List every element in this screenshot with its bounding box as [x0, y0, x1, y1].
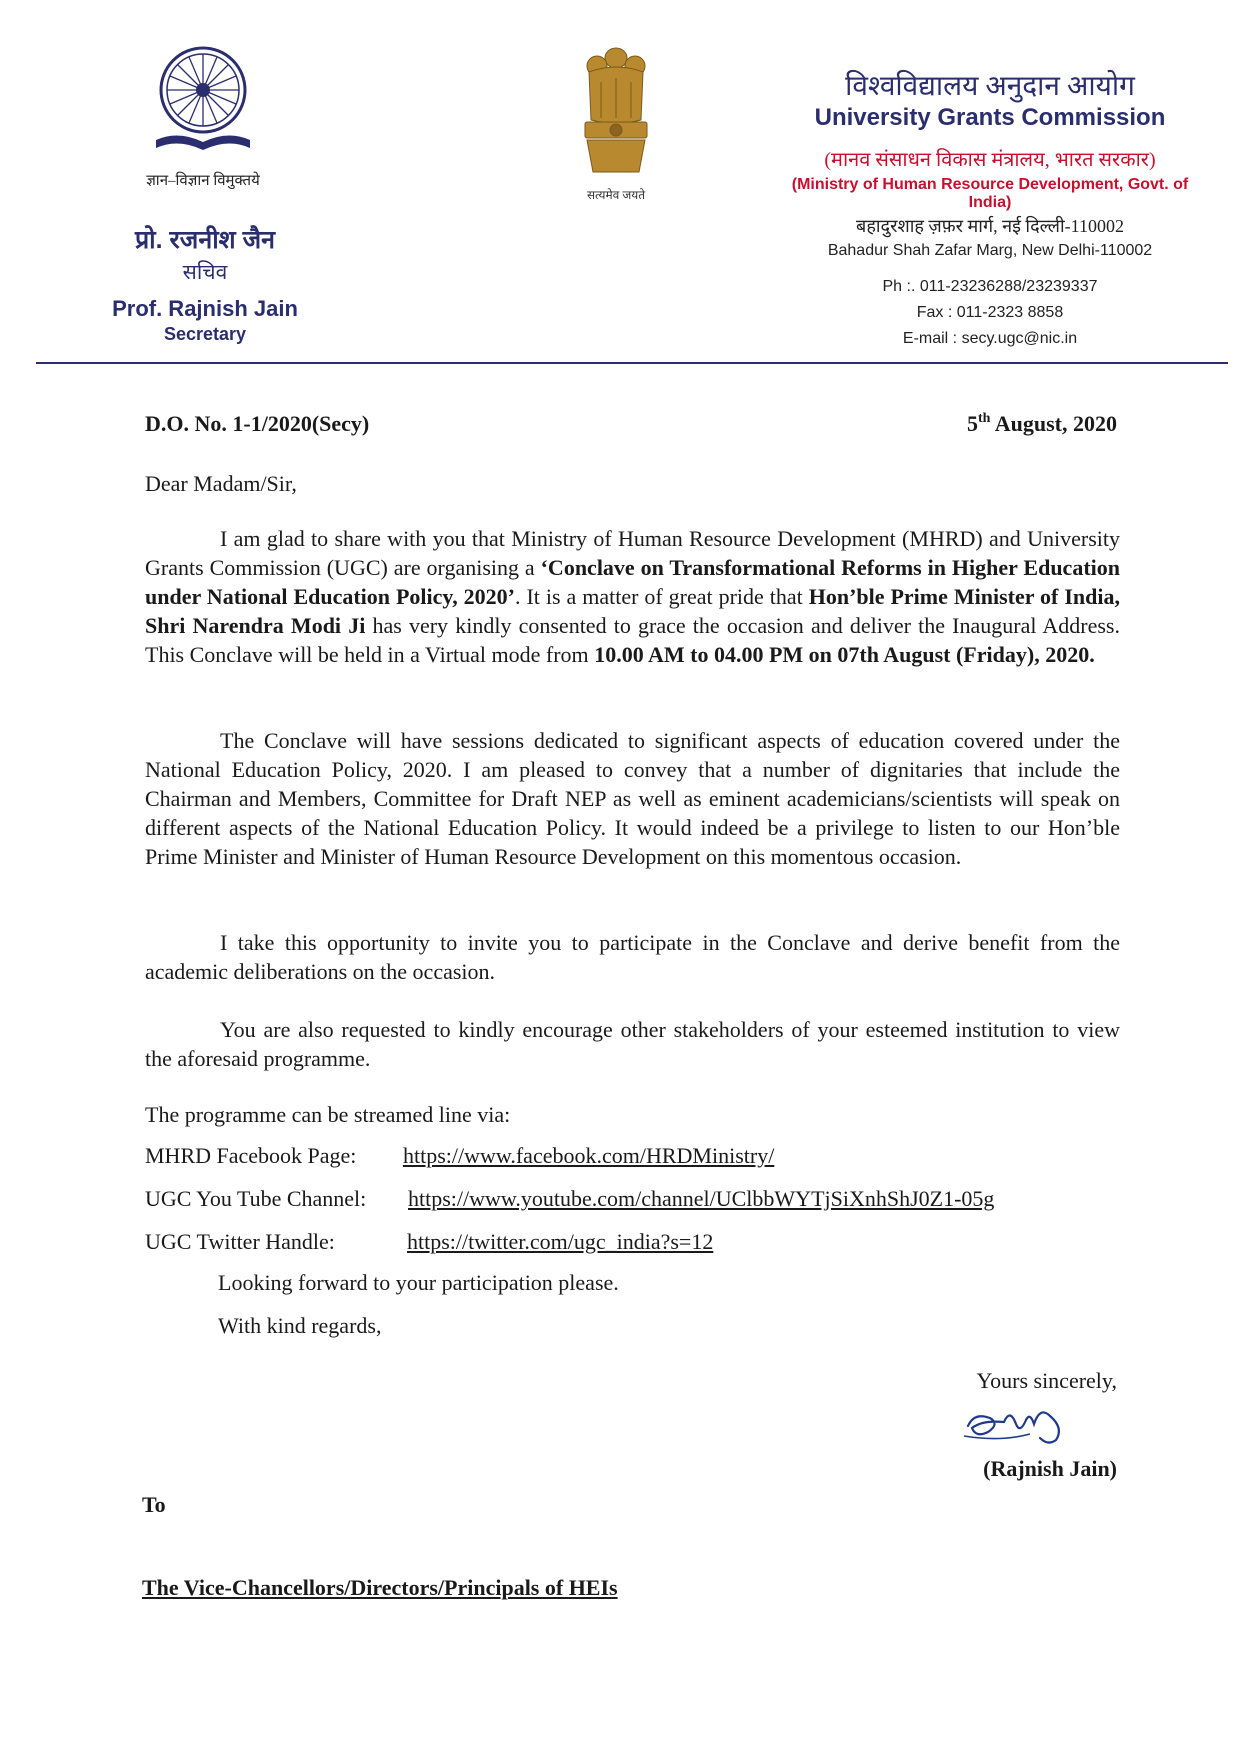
para1-text-1: I am glad to share with you that Ministry of Human Resource Development (MHRD) and University Grants Commission (UGC) are organising a	[145, 526, 1120, 580]
secretary-name: Prof. Rajnish Jain	[112, 296, 298, 321]
fax-number: Fax : 011-2323 8858	[916, 304, 1064, 321]
signer-name: (Rajnish Jain)	[983, 1456, 1117, 1481]
signature	[960, 1398, 1080, 1450]
to-label: To	[142, 1492, 166, 1517]
org-name-hindi: विश्वविद्यालय अनुदान आयोग	[845, 71, 1135, 102]
youtube-link[interactable]: https://www.youtube.com/channel/UClbbWYTjSiXnhShJ0Z1-05g	[408, 1186, 995, 1211]
closing: Yours sincerely,	[976, 1368, 1117, 1393]
looking-forward: Looking forward to your participation please.	[218, 1270, 619, 1295]
paragraph-1	[145, 524, 1120, 669]
facebook-link[interactable]: https://www.facebook.com/HRDMinistry/	[403, 1143, 775, 1168]
date-month-year: August, 2020	[990, 411, 1117, 436]
secretary-name-hindi: प्रो. रजनीश जैन	[134, 226, 276, 254]
date-day: 5	[967, 411, 978, 436]
address-hindi: बहादुरशाह ज़फ़र मार्ग, नई दिल्ली-110002	[856, 216, 1124, 236]
secretary-title-hindi: सचिव	[182, 261, 228, 284]
phone-number: Ph :. 011-23236288/23239337	[882, 278, 1098, 295]
paragraph-2	[145, 726, 1120, 871]
facebook-label: MHRD Facebook Page:	[145, 1143, 357, 1168]
header-divider	[36, 362, 1228, 364]
salutation: Dear Madam/Sir,	[145, 471, 297, 496]
org-name: University Grants Commission	[814, 104, 1166, 131]
paragraph-3	[145, 928, 1120, 986]
letter-date	[967, 411, 1117, 437]
para4-text: You are also requested to kindly encourage other stakeholders of your esteemed institution to view the aforesaid programme.	[145, 1017, 1120, 1071]
stream-intro: The programme can be streamed line via:	[145, 1102, 511, 1127]
emblem-motto: सत्यमेव जयते	[586, 188, 646, 202]
para2-text: The Conclave will have sessions dedicated to significant aspects of education covered under the National Education Policy, 2020. I am pleased to convey that a number of dignitaries that include the Chairman and Members, Committee for Draft NEP as well as eminent academicians/scientists will speak on different aspects of the National Education Policy. It would indeed be a privilege to listen to our Hon’ble Prime Minister and Minister of Human Resource Development on this momentous occasion.	[145, 728, 1120, 869]
regards: With kind regards,	[218, 1313, 382, 1338]
conclave-title: ‘Conclave on Transformational Reforms in Higher Education under National Education Policy, 2020’	[145, 555, 1120, 609]
national-emblem	[575, 42, 657, 182]
paragraph-4	[145, 1015, 1120, 1073]
email-address: E-mail : secy.ugc@nic.in	[902, 330, 1078, 347]
youtube-label: UGC You Tube Channel:	[145, 1186, 367, 1211]
prime-minister-name: Hon’ble Prime Minister of India, Shri Narendra Modi Ji	[145, 584, 1120, 638]
ugc-logo	[148, 42, 258, 160]
address: Bahadur Shah Zafar Marg, New Delhi-110002	[827, 242, 1153, 259]
secretary-title: Secretary	[163, 324, 247, 344]
ministry-hindi: (मानव संसाधन विकास मंत्रालय, भारत सरकार)	[824, 149, 1156, 171]
twitter-label: UGC Twitter Handle:	[145, 1229, 335, 1254]
ugc-motto: ज्ञान–विज्ञान विमुक्तये	[146, 173, 260, 189]
do-number: D.O. No. 1-1/2020(Secy)	[145, 411, 370, 436]
para1-text-3: has very kindly consented to grace the occasion and deliver the Inaugural Address. This Conclave will be held in a Virtual mode from	[145, 613, 1120, 667]
twitter-link[interactable]: https://twitter.com/ugc_india?s=12	[407, 1229, 714, 1254]
para3-text: I take this opportunity to invite you to participate in the Conclave and derive benefit from the academic deliberations on the occasion.	[145, 930, 1120, 984]
ministry-name: (Ministry of Human Resource Development, Govt. of India)	[791, 176, 1189, 211]
event-timing: 10.00 AM to 04.00 PM on 07th August (Friday), 2020.	[594, 642, 1095, 667]
recipient: The Vice-Chancellors/Directors/Principals of HEIs	[142, 1575, 618, 1600]
para1-text-2: . It is a matter of great pride that	[515, 584, 809, 609]
date-suffix: th	[978, 411, 991, 426]
